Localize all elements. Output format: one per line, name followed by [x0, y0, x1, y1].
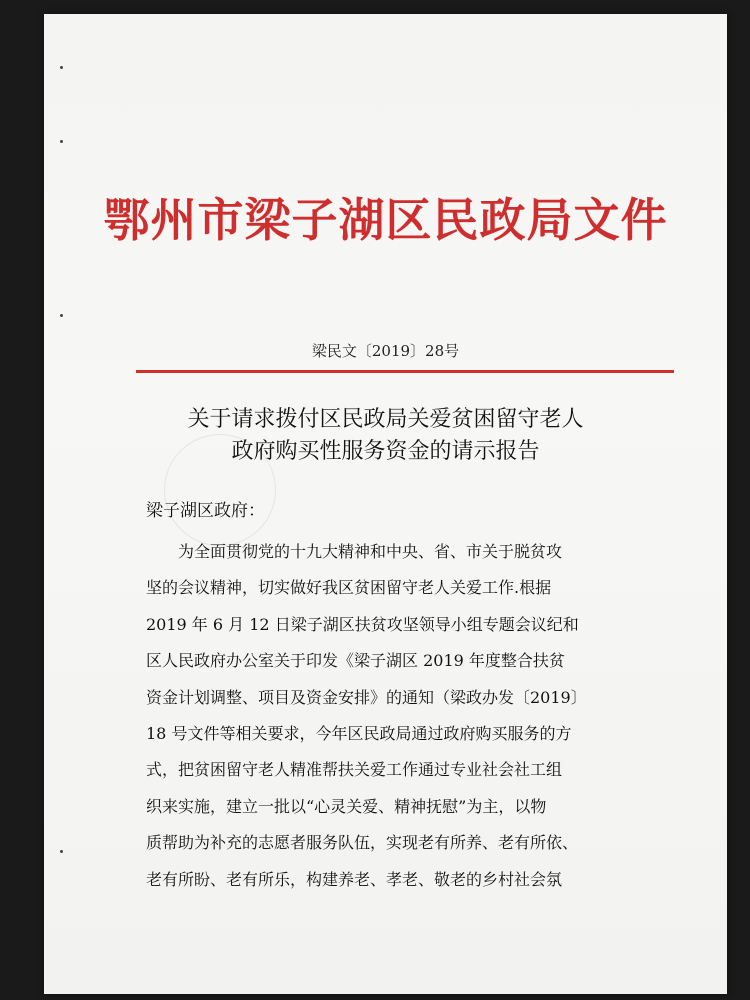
punch-hole-mark [60, 66, 63, 69]
body-line: 式，把贫困留守老人精准帮扶关爱工作通过专业社会社工组 [146, 760, 563, 780]
body-line: 区人民政府办公室关于印发《梁子湖区 2019 年度整合扶贫 [146, 651, 565, 671]
body-line: 18 号文件等相关要求，今年区民政局通过政府购买服务的方 [146, 724, 572, 744]
body-line: 质帮助为补充的志愿者服务队伍，实现老有所养、老有所依、 [146, 833, 579, 853]
document-number: 梁民文〔2019〕28号 [311, 342, 460, 360]
body-line: 2019 年 6 月 12 日梁子湖区扶贫攻坚领导小组专题会议纪和 [146, 614, 579, 634]
title-line: 关于请求拨付区民政局关爱贫困留守老人 [187, 407, 584, 432]
red-separator-rule [136, 370, 674, 373]
punch-hole-mark [60, 314, 63, 317]
body-line: 织来实施，建立一批以“心灵关爱、精神抚慰”为主，以物 [146, 796, 547, 816]
punch-hole-mark [60, 850, 63, 853]
title-line: 政府购买性服务资金的请示报告 [231, 439, 540, 464]
body-line: 坚的会议精神，切实做好我区贫困留守老人关爱工作.根据 [146, 578, 552, 598]
document-page [44, 14, 727, 994]
body-line: 资金计划调整、项目及资金安排》的通知（梁政办发〔2019〕 [146, 687, 587, 707]
document-title [44, 404, 727, 468]
body-line: 为全面贯彻党的十九大精神和中央、省、市关于脱贫攻 [146, 542, 563, 561]
addressee: 梁子湖区政府： [146, 501, 265, 521]
document-masthead: 鄂州市梁子湖区民政局文件 [103, 193, 668, 247]
body-text [146, 534, 668, 898]
punch-hole-mark [60, 140, 63, 143]
body-line: 老有所盼、老有所乐，构建养老、孝老、敬老的乡村社会氛 [146, 869, 563, 889]
